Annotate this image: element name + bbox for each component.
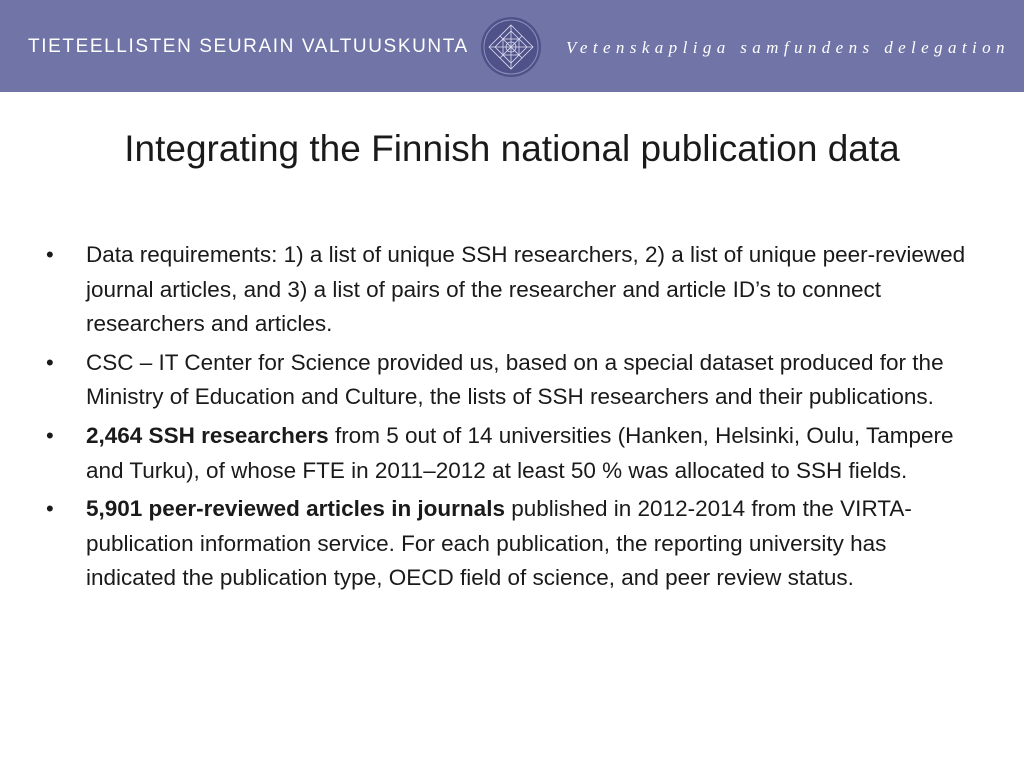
bullet-text: CSC – IT Center for Science provided us, based on a special dataset produced for the Ministry of Education and Culture, the lists of SSH researchers and their publications. (86, 349, 944, 410)
bullet-bold-text: 2,464 SSH researchers (86, 422, 329, 448)
society-emblem-icon (480, 16, 542, 78)
bullet-item-data-requirements (46, 238, 981, 342)
bullet-text: published in 2012-2014 from the VIRTA-publication information service. For each publication, the reporting university has indicated the publication type, OECD field of science, and peer review status. (86, 496, 912, 591)
bullet-text: from 5 out of 14 universities (Hanken, Helsinki, Oulu, Tampere and Turku), of whose FTE in 2011–2012 at least 50 % was allocated to SSH fields. (86, 422, 954, 483)
bullet-item-csc (46, 346, 981, 415)
bullet-item-researchers (46, 419, 981, 488)
org-name-finnish: TIETEELLISTEN SEURAIN VALTUUSKUNTA (28, 36, 469, 57)
slide-title: Integrating the Finnish national publication data (124, 128, 900, 169)
bullet-dot: • (46, 422, 54, 448)
bullet-list (46, 238, 981, 600)
bullet-dot: • (46, 349, 54, 375)
header-banner (0, 0, 1024, 92)
bullet-text: Data requirements: 1) a list of unique SSH researchers, 2) a list of unique peer-reviewed journal articles, and 3) a list of pairs of the researcher and article ID’s to connect researchers and articles. (86, 242, 966, 337)
bullet-item-articles (46, 492, 981, 596)
bullet-dot: • (46, 496, 54, 522)
org-name-swedish: Vetenskapliga samfundens delegation (566, 38, 1010, 57)
bullet-dot: • (46, 242, 54, 267)
bullet-bold-text: 5,901 peer-reviewed articles in journals (86, 496, 505, 522)
